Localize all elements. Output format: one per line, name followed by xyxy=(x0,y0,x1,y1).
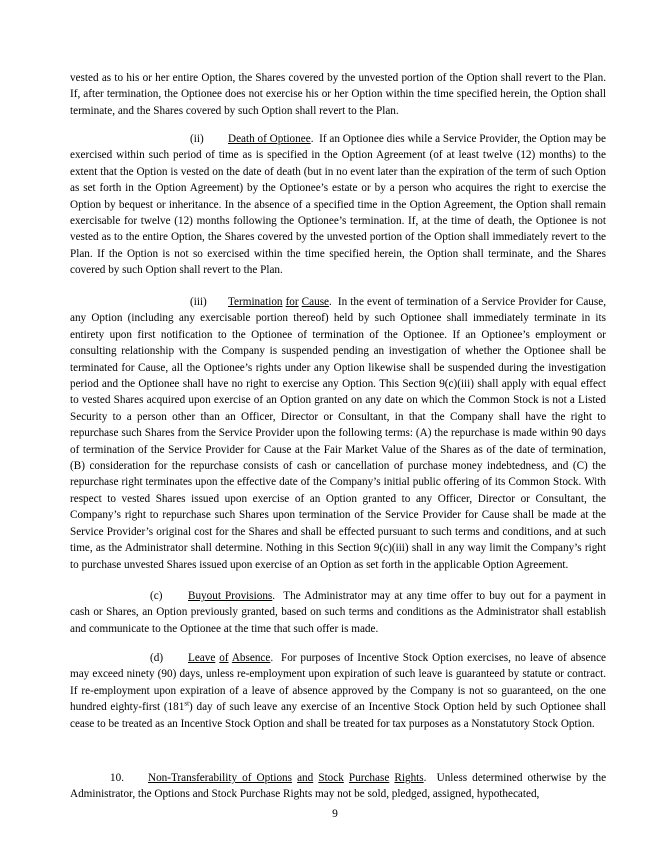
section-heading: Death of Optionee xyxy=(228,133,311,145)
section-heading-part: Rights xyxy=(394,772,424,784)
page-number: 9 xyxy=(332,808,338,820)
paragraph-death-of-optionee: (ii) Death of Optionee. If an Optionee dies while a Service Provider, the Option may be exercised within such period of time as is specified in the Option Agreement (of at least twelve (12) months) to the extent that the Option is vested on the date of death (but in no event later than the expiration of the term of such Option as set forth in the Option Agreement) by the Optionee’s estate or by a person who acquires the right to exercise the Option by bequest or inheritance. In the absence of a specified time in the Option Agreement, the Option shall remain exercisable for twelve (12) months following the Optionee’s termination. If, at the time of death, the Optionee is not vested as to the entire Option, the Shares covered by the unvested portion of the Option shall immediately revert to the Plan. If the Option is not so exercised within the time specified herein, the Option shall terminate, and the Shares covered by such Option shall revert to the Plan. xyxy=(70,133,606,277)
section-heading-part: Termination xyxy=(228,296,283,308)
section-heading-part: Stock xyxy=(318,772,344,784)
section-number: (d) xyxy=(150,652,164,664)
section-body: For purposes of Incentive Stock Option exercises, no leave of absence may exceed ninety (90) days, unless re-employment upon expiration of such leave is guaranteed by statute or contract. If re-employment upon expiration of a leave of absence approved by the Company is not so guaranteed, on the one hundred eighty-first (181 xyxy=(70,652,607,714)
section-heading-part: Purchase xyxy=(348,772,390,784)
paragraph-section-10: 10. Non-Transferability of Options and Stock Purchase Rights. Unless determined otherwise by the Administrator, the Options and Stock Purchase Rights may not be sold, pledged, assigned, hypothecated, xyxy=(70,772,607,801)
ordinal-superscript: st xyxy=(184,699,190,708)
section-heading-part: and xyxy=(297,772,314,784)
section-heading-part: Leave xyxy=(188,652,216,664)
section-body: ) day of such leave any exercise of an Incentive Stock Option held by such Optionee shall cease to be treated as an Incentive Stock Option and shall be treated for tax purposes as a Nonstatutory Stock Option. xyxy=(70,701,606,730)
section-number: (c) xyxy=(150,590,163,602)
section-heading-part: Non-Transferability of Options xyxy=(148,772,292,784)
section-heading-part: Absence xyxy=(231,652,271,664)
paragraph-leave-of-absence: (d) Leave of Absence. For purposes of Incentive Stock Option exercises, no leave of absence may exceed ninety (90) days, unless re-employment upon expiration of such leave is guaranteed by statute or contract. If re-employment upon expiration of a leave of absence approved by the Company is not so guaranteed, on the one hundred eighty-first (181st) day of such leave any exercise of an Incentive Stock Option held by such Optionee shall cease to be treated as an Incentive Stock Option and shall be treated for tax purposes as a Nonstatutory Stock Option. xyxy=(70,652,607,730)
section-heading-part: for xyxy=(285,296,299,308)
paragraph-termination-for-cause: (iii) Termination for Cause. In the event of termination of a Service Provider for Cause, any Option (including any exercisable portion thereof) held by such Optionee shall immediately terminate in its entirety upon first notification to the Optionee of termination of the Optionee. If an Optionee’s employment or consulting relationship with the Company is suspended pending an investigation of whether the Optionee shall be terminated for Cause, all the Optionee’s rights under any Option likewise shall be suspended during the investigation period and the Optionee shall have no right to exercise any Option. This Section 9(c)(iii) shall apply with equal effect to vested Shares acquired upon exercise of an Option granted on any date on which the Common Stock is not a Listed Security to a person other than an Officer, Director or Consultant, in that the Company shall have the right to repurchase such Shares from the Service Provider upon the following terms: (A) the repurchase is made within 90 days of termination of the Service Provider for Cause at the Fair Market Value of the Shares as of the date of termination, (B) consideration for the repurchase consists of cash or cancellation of purchase money indebtedness, and (C) the repurchase right terminates upon the effective date of the Company’s initial public offering of its Common Stock. With respect to vested Shares issued upon exercise of an Option granted to any Officer, Director or Consultant, the Company’s right to repurchase such Shares upon termination of the Service Provider for Cause shall be made at the Service Provider’s original cost for the Shares and shall be effected pursuant to such terms and conditions, and at such time, as the Administrator shall determine. Nothing in this Section 9(c)(iii) shall in any way limit the Company’s right to purchase unvested Shares issued upon exercise of an Option as set forth in the applicable Option Agreement. xyxy=(70,296,606,571)
section-body: In the event of termination of a Service Provider for Cause, any Option (including any exercisable portion thereof) held by such Optionee shall immediately terminate in its entirety upon first notification to the Optionee of termination of the Optionee. If an Optionee’s employment or consulting relationship with the Company is suspended pending an investigation of whether the Optionee shall be terminated for Cause, all the Optionee’s rights under any Option likewise shall be suspended during the investigation period and the Optionee shall have no right to exercise any Option. This Section 9(c)(iii) shall apply with equal effect to vested Shares acquired upon exercise of an Option granted on any date on which the Common Stock is not a Listed Security to a person other than an Officer, Director or Consultant, in that the Company shall have the right to repurchase such Shares from the Service Provider upon the following terms: (A) the repurchase is made within 90 days of termination of the Service Provider for Cause at the Fair Market Value of the Shares as of the date of termination, (B) consideration for the repurchase consists of cash or cancellation of purchase money indebtedness, and (C) the repurchase right terminates upon the effective date of the Company’s initial public offering of its Common Stock. With respect to vested Shares issued upon exercise of an Option granted to any Officer, Director or Consultant, the Company’s right to repurchase such Shares upon termination of the Service Provider for Cause shall be made at the Service Provider’s original cost for the Shares and shall be effected pursuant to such terms and conditions, and at such time, as the Administrator shall determine. Nothing in this Section 9(c)(iii) shall in any way limit the Company’s right to purchase unvested Shares issued upon exercise of an Option as set forth in the applicable Option Agreement. xyxy=(70,296,606,571)
section-body: The Administrator may at any time offer to buy out for a payment in cash or Shares, an Option previously granted, based on such terms and conditions as the Administrator shall establish and communicate to the Optionee at the time that such offer is made. xyxy=(70,590,607,635)
carryover-paragraph xyxy=(70,70,606,119)
section-body: If an Optionee dies while a Service Provider, the Option may be exercised within such period of time as is specified in the Option Agreement (of at least twelve (12) months) to the extent that the Option is vested on the date of death (but in no event later than the expiration of the term of such Option as set forth in the Option Agreement) by the Optionee’s estate or by a person who acquires the right to exercise the Option by bequest or inheritance. In the absence of a specified time in the Option Agreement, the Option shall remain exercisable for twelve (12) months following the Optionee’s termination. If, at the time of death, the Optionee is not vested as to the entire Option, the Shares covered by the unvested portion of the Option shall immediately revert to the Plan. If the Option is not so exercised within the time specified herein, the Option shall terminate, and the Shares covered by such Option shall revert to the Plan. xyxy=(70,133,606,277)
section-heading-part: Cause xyxy=(301,296,330,308)
section-body: Unless determined otherwise by the Administrator, the Options and Stock Purchase Rights may not be sold, pledged, assigned, hypothecated, xyxy=(70,772,607,801)
section-number: (iii) xyxy=(190,296,207,308)
section-heading-part: of xyxy=(219,652,229,664)
section-heading: Buyout Provisions xyxy=(188,590,273,602)
section-number: 10. xyxy=(110,772,124,784)
carryover-text: vested as to his or her entire Option, the Shares covered by the unvested portion of the Option shall revert to the Plan. If, after termination, the Optionee does not exercise his or her Option within the time specified herein, the Option shall terminate, and the Shares covered by such Option shall revert to the Plan. xyxy=(70,72,606,117)
paragraph-buyout-provisions: (c) Buyout Provisions. The Administrator may at any time offer to buy out for a payment in cash or Shares, an Option previously granted, based on such terms and conditions as the Administrator shall establish and communicate to the Optionee at the time that such offer is made. xyxy=(70,590,607,635)
section-number: (ii) xyxy=(190,133,204,145)
